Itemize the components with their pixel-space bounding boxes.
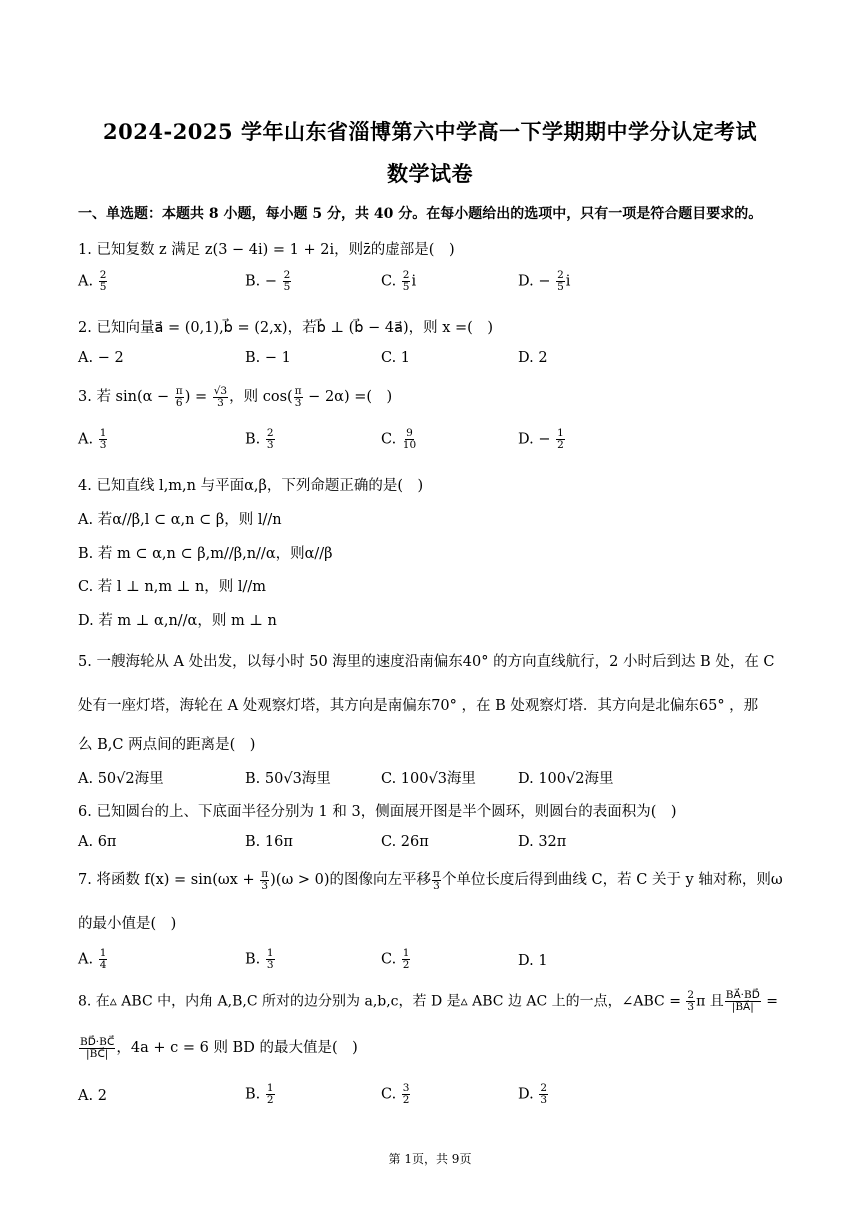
question-5-option-d: D. 100√2海里 <box>518 771 614 787</box>
question-2-option-c: C. 1 <box>381 350 411 366</box>
question-4-option-c: C. 若 l ⊥ n,m ⊥ n，则 l//m <box>78 579 267 595</box>
question-8-option-b: B. $\frac{1}{2}$ <box>245 1082 274 1106</box>
question-4-stem: 4. 已知直线 l,m,n 与平面α,β，下列命题正确的是( ) <box>78 478 424 494</box>
question-5-line-3: 么 B,C 两点间的距离是( ) <box>78 737 256 753</box>
question-6-option-d: D. 32π <box>518 834 567 850</box>
question-8-option-d: D. $\frac{2}{3}$ <box>518 1082 548 1106</box>
question-4-option-b: B. 若 m ⊂ α,n ⊂ β,m//β,n//α，则α//β <box>78 546 333 562</box>
question-8-line-2: $\frac{BD⃗\cdot BC⃗}{|BC⃗|}$ ，4a + c = 6 则 BD 的最大值是( ) <box>80 1035 358 1060</box>
question-1-option-b: B. − $\frac{2}{5}$ <box>245 269 291 293</box>
question-2-option-a: A. − 2 <box>78 350 124 366</box>
question-1-option-c: C. $\frac{2}{5}$ i <box>381 269 417 293</box>
question-4-option-a: A. 若α//β,l ⊂ α,n ⊂ β，则 l//n <box>78 512 282 528</box>
question-3-option-a: A. $\frac{1}{3}$ <box>78 427 107 451</box>
question-3-option-d: D. − $\frac{1}{2}$ <box>518 427 564 451</box>
exam-title: 2024-2025 学年山东省淄博第六中学高一下学期期中学分认定考试 <box>103 119 757 144</box>
question-5-option-c: C. 100√3海里 <box>381 771 476 787</box>
page-footer: 第 1页，共 9页 <box>388 1152 472 1166</box>
section-heading: 一、单选题：本题共 8 小题，每小题 5 分，共 40 分。在每小题给出的选项中，只有一项是符合题目要求的。 <box>78 206 763 222</box>
question-5-line-1: 5. 一艘海轮从 A 处出发，以每小时 50 海里的速度沿南偏东40° 的方向直线航行，2 小时后到达 B 处，在 C <box>78 654 775 670</box>
question-3-option-c: C. $\frac{9}{10}$ <box>381 427 417 451</box>
question-7-line-2: 的最小值是( ) <box>78 916 177 932</box>
exam-subtitle: 数学试卷 <box>387 161 473 186</box>
question-8-option-a: A. 2 <box>78 1088 107 1104</box>
question-6-option-c: C. 26π <box>381 834 429 850</box>
question-7-stem: 7. 将函数 f(x) = sin(ωx + $\frac{\pi}{3}$ )(ω > 0)的图像向左平移 $\frac{\pi}{3}$ 个单位长度后得到曲线 C，若 C 关于 y 轴对称，则ω <box>78 867 783 892</box>
question-5-option-b: B. 50√3海里 <box>245 771 331 787</box>
question-7-option-d: D. 1 <box>518 953 548 969</box>
question-7-option-c: C. $\frac{1}{2}$ <box>381 947 410 971</box>
question-1-option-d: D. − $\frac{2}{5}$ i <box>518 269 571 293</box>
question-6-option-a: A. 6π <box>78 834 117 850</box>
question-7-option-a: A. $\frac{1}{4}$ <box>78 947 107 971</box>
question-4-option-d: D. 若 m ⊥ α,n//α，则 m ⊥ n <box>78 613 277 629</box>
question-6-option-b: B. 16π <box>245 834 293 850</box>
question-5-option-a: A. 50√2海里 <box>78 771 164 787</box>
question-1-stem: 1. 已知复数 z 满足 z(3 − 4i) = 1 + 2i，则z̄的虚部是( ) <box>78 242 455 258</box>
question-5-line-2: 处有一座灯塔，海轮在 A 处观察灯塔，其方向是南偏东70° ，在 B 处观察灯塔．其方向是北偏东65° ，那 <box>78 698 759 714</box>
question-3-option-b: B. $\frac{2}{3}$ <box>245 427 274 451</box>
question-8-stem: 8. 在▵ ABC 中，内角 A,B,C 所对的边分别为 a,b,c，若 D 是▵ ABC 边 AC 上的一点，∠ABC = $\frac{2}{3}$ π 且 $\frac{BA⃗\cdot BD⃗}{|BA⃗|}$ = <box>78 989 778 1013</box>
question-2-option-d: D. 2 <box>518 350 548 366</box>
question-7-option-b: B. $\frac{1}{3}$ <box>245 947 274 971</box>
question-6-stem: 6. 已知圆台的上、下底面半径分别为 1 和 3，侧面展开图是半个圆环，则圆台的表面积为( ) <box>78 804 677 820</box>
question-1-option-a: A. $\frac{2}{5}$ <box>78 269 107 293</box>
question-3-stem: 3. 若 sin(α − $\frac{\pi}{6}$ ) = $\frac{√3}{3}$ ，则 cos( $\frac{\pi}{3}$ − 2α) =( ) <box>78 384 393 409</box>
question-8-option-c: C. $\frac{3}{2}$ <box>381 1082 410 1106</box>
question-2-option-b: B. − 1 <box>245 350 291 366</box>
question-2-stem: 2. 已知向量a⃗ = (0,1),b⃗ = (2,x)，若b⃗ ⊥ (b⃗ − 4a⃗)，则 x =( ) <box>78 320 493 336</box>
